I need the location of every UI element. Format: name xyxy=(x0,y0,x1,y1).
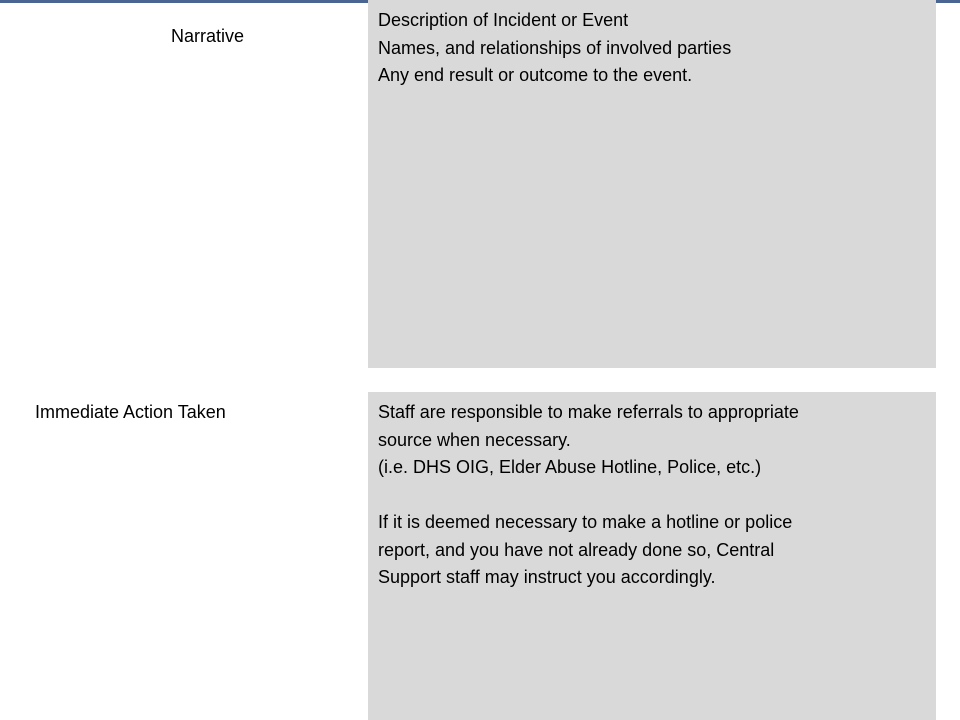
immediate-action-box[interactable] xyxy=(368,392,936,720)
narrative-line: Any end result or outcome to the event. xyxy=(378,65,693,85)
action-line: If it is deemed necessary to make a hotline or police xyxy=(378,512,793,532)
action-line: Staff are responsible to make referrals to appropriate xyxy=(378,402,799,422)
action-line: source when necessary. xyxy=(378,429,571,450)
action-line: report, and you have not already done so, Central xyxy=(378,539,775,560)
narrative-label: Narrative xyxy=(171,26,245,46)
immediate-action-label: Immediate Action Taken xyxy=(35,402,226,422)
action-line: Support staff may instruct you accordingly. xyxy=(378,567,716,587)
action-line-blank xyxy=(378,482,926,510)
action-line: (i.e. DHS OIG, Elder Abuse Hotline, Police, etc.) xyxy=(378,457,762,477)
narrative-line: Names, and relationships of involved parties xyxy=(378,37,732,58)
narrative-box[interactable] xyxy=(368,0,936,368)
narrative-line: Description of Incident or Event xyxy=(378,10,629,30)
